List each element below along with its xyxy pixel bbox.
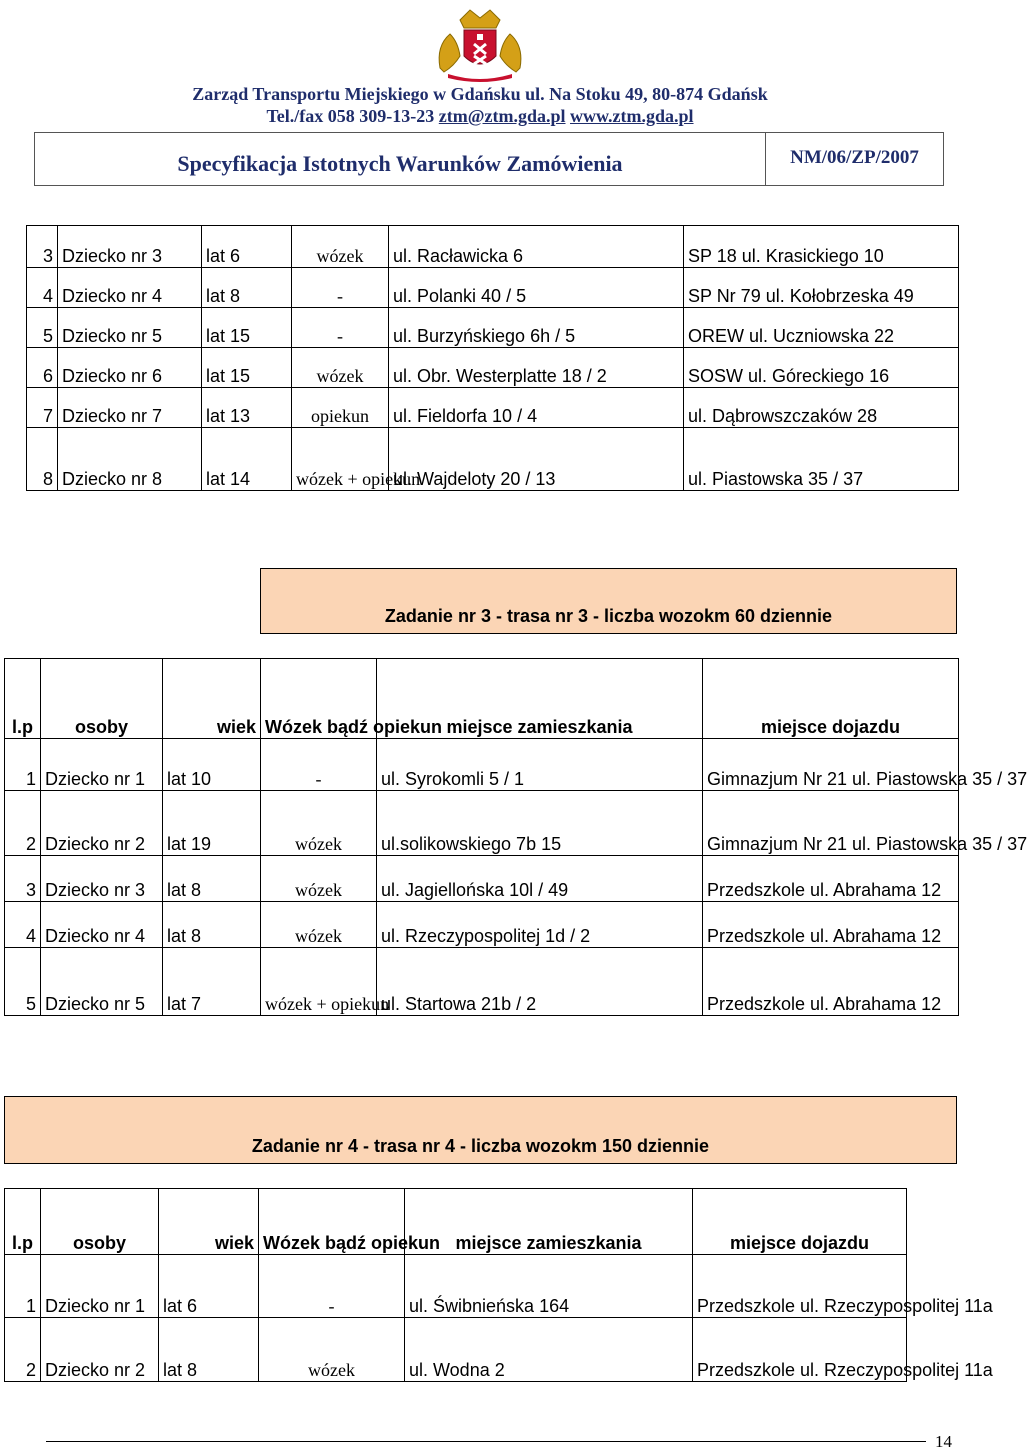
residence-cell: ul. Polanki 40 / 5	[389, 268, 684, 308]
row-number: 2	[5, 791, 41, 856]
wheelchair-cell: wózek + opiekun	[292, 428, 389, 491]
age-cell: lat 15	[202, 348, 292, 388]
person-cell: Dziecko nr 3	[58, 226, 202, 268]
residence-cell: ul. Jagiellońska 10l / 49	[377, 856, 703, 902]
table-header-row	[5, 1189, 907, 1255]
age-cell: lat 8	[202, 268, 292, 308]
header-residence: miejsce zamieszkania	[377, 659, 703, 739]
person-cell: Dziecko nr 5	[58, 308, 202, 348]
header-age: wiek	[163, 659, 261, 739]
row-number: 2	[5, 1318, 41, 1382]
wheelchair-cell: -	[259, 1255, 405, 1318]
person-cell: Dziecko nr 7	[58, 388, 202, 428]
header-age: wiek	[159, 1189, 259, 1255]
header-contact	[0, 106, 960, 127]
residence-cell: ul. Fieldorfa 10 / 4	[389, 388, 684, 428]
row-number: 1	[5, 1255, 41, 1318]
residence-cell: ul. Burzyńskiego 6h / 5	[389, 308, 684, 348]
header-wheelchair: Wózek bądź opiekun	[261, 659, 377, 739]
table-row	[27, 348, 959, 388]
table-row	[5, 856, 959, 902]
destination-cell: Gimnazjum Nr 21 ul. Piastowska 35 / 37	[703, 739, 959, 791]
person-cell: Dziecko nr 2	[41, 791, 163, 856]
row-number: 1	[5, 739, 41, 791]
header-residence: miejsce zamieszkania	[405, 1189, 693, 1255]
table-row	[27, 308, 959, 348]
spec-reference: NM/06/ZP/2007	[790, 147, 919, 168]
age-cell: lat 10	[163, 739, 261, 791]
age-cell: lat 15	[202, 308, 292, 348]
header-lp: l.p	[5, 659, 41, 739]
header-wheelchair: Wózek bądź opiekun	[259, 1189, 405, 1255]
task4-title: Zadanie nr 4 - trasa nr 4 - liczba wozokm 150 dziennie	[251, 1136, 710, 1156]
row-number: 6	[27, 348, 58, 388]
header-lp: l.p	[5, 1189, 41, 1255]
task3-title: Zadanie nr 3 - trasa nr 3 - liczba wozokm 60 dziennie	[384, 606, 833, 626]
spec-title-box	[34, 132, 944, 186]
person-cell: Dziecko nr 1	[41, 1255, 159, 1318]
wheelchair-cell: wózek	[292, 348, 389, 388]
person-cell: Dziecko nr 1	[41, 739, 163, 791]
gdansk-crest-logo	[430, 6, 530, 84]
residence-cell: ul. Wajdeloty 20 / 13	[389, 428, 684, 491]
age-cell: lat 6	[202, 226, 292, 268]
wheelchair-cell: wózek	[259, 1318, 405, 1382]
row-number: 7	[27, 388, 58, 428]
table-row	[5, 1318, 907, 1382]
destination-cell: Przedszkole ul. Rzeczypospolitej 11a	[693, 1318, 907, 1382]
spec-title: Specyfikacja Istotnych Warunków Zamówienia	[177, 151, 623, 176]
row-number: 5	[27, 308, 58, 348]
destination-cell: Przedszkole ul. Rzeczypospolitej 11a	[693, 1255, 907, 1318]
destination-cell: Przedszkole ul. Abrahama 12	[703, 948, 959, 1016]
row-number: 3	[27, 226, 58, 268]
person-cell: Dziecko nr 4	[58, 268, 202, 308]
wheelchair-cell: wózek	[261, 856, 377, 902]
person-cell: Dziecko nr 6	[58, 348, 202, 388]
row-number: 4	[5, 902, 41, 948]
person-cell: Dziecko nr 5	[41, 948, 163, 1016]
task3-title-band	[260, 568, 957, 634]
table-header-row	[5, 659, 959, 739]
destination-cell: SOSW ul. Góreckiego 16	[684, 348, 959, 388]
table-row	[27, 428, 959, 491]
destination-cell: Gimnazjum Nr 21 ul. Piastowska 35 / 37	[703, 791, 959, 856]
table-row	[27, 388, 959, 428]
header-address: Zarząd Transportu Miejskiego w Gdańsku ul. Na Stoku 49, 80-874 Gdańsk	[192, 84, 768, 104]
age-cell: lat 13	[202, 388, 292, 428]
header-destination: miejsce dojazdu	[693, 1189, 907, 1255]
footer-rule	[46, 1441, 926, 1442]
residence-cell: ul. Syrokomli 5 / 1	[377, 739, 703, 791]
residence-cell: ul.solikowskiego 7b 15	[377, 791, 703, 856]
header-destination: miejsce dojazdu	[703, 659, 959, 739]
task4-title-band	[4, 1096, 957, 1164]
header-tel: Tel./fax 058 309-13-23	[266, 106, 435, 126]
table-row	[27, 226, 959, 268]
page-number: 14	[935, 1432, 952, 1451]
destination-cell: ul. Piastowska 35 / 37	[684, 428, 959, 491]
row-number: 5	[5, 948, 41, 1016]
row-number: 4	[27, 268, 58, 308]
wheelchair-cell: opiekun	[292, 388, 389, 428]
wheelchair-cell: wózek + opiekun	[261, 948, 377, 1016]
destination-cell: ul. Dąbrowszczaków 28	[684, 388, 959, 428]
wheelchair-cell: -	[292, 268, 389, 308]
task3-table	[4, 658, 1027, 1016]
header-persons: osoby	[41, 659, 163, 739]
table-row	[5, 902, 959, 948]
row-number: 3	[5, 856, 41, 902]
residence-cell: ul. Racławicka 6	[389, 226, 684, 268]
task4-table	[4, 1188, 993, 1382]
wheelchair-cell: -	[292, 308, 389, 348]
residence-cell: ul. Rzeczypospolitej 1d / 2	[377, 902, 703, 948]
age-cell: lat 19	[163, 791, 261, 856]
person-cell: Dziecko nr 8	[58, 428, 202, 491]
age-cell: lat 8	[163, 856, 261, 902]
table-row	[5, 739, 959, 791]
wheelchair-cell: wózek	[261, 791, 377, 856]
age-cell: lat 8	[163, 902, 261, 948]
person-cell: Dziecko nr 2	[41, 1318, 159, 1382]
residence-cell: ul. Świbnieńska 164	[405, 1255, 693, 1318]
age-cell: lat 8	[159, 1318, 259, 1382]
header-email-link[interactable]: ztm@ztm.gda.pl	[438, 106, 566, 126]
age-cell: lat 7	[163, 948, 261, 1016]
table-row	[5, 791, 959, 856]
wheelchair-cell: wózek	[292, 226, 389, 268]
table-row	[5, 1255, 907, 1318]
route-table-continued	[26, 225, 959, 491]
residence-cell: ul. Obr. Westerplatte 18 / 2	[389, 348, 684, 388]
destination-cell: SP 18 ul. Krasickiego 10	[684, 226, 959, 268]
destination-cell: Przedszkole ul. Abrahama 12	[703, 902, 959, 948]
residence-cell: ul. Startowa 21b / 2	[377, 948, 703, 1016]
table-row	[5, 948, 959, 1016]
row-number: 8	[27, 428, 58, 491]
header-persons: osoby	[41, 1189, 159, 1255]
destination-cell: Przedszkole ul. Abrahama 12	[703, 856, 959, 902]
destination-cell: SP Nr 79 ul. Kołobrzeska 49	[684, 268, 959, 308]
table-row	[27, 268, 959, 308]
wheelchair-cell: wózek	[261, 902, 377, 948]
wheelchair-cell: -	[261, 739, 377, 791]
residence-cell: ul. Wodna 2	[405, 1318, 693, 1382]
person-cell: Dziecko nr 4	[41, 902, 163, 948]
person-cell: Dziecko nr 3	[41, 856, 163, 902]
age-cell: lat 6	[159, 1255, 259, 1318]
header-website-link[interactable]: www.ztm.gda.pl	[570, 106, 694, 126]
destination-cell: OREW ul. Uczniowska 22	[684, 308, 959, 348]
age-cell: lat 14	[202, 428, 292, 491]
